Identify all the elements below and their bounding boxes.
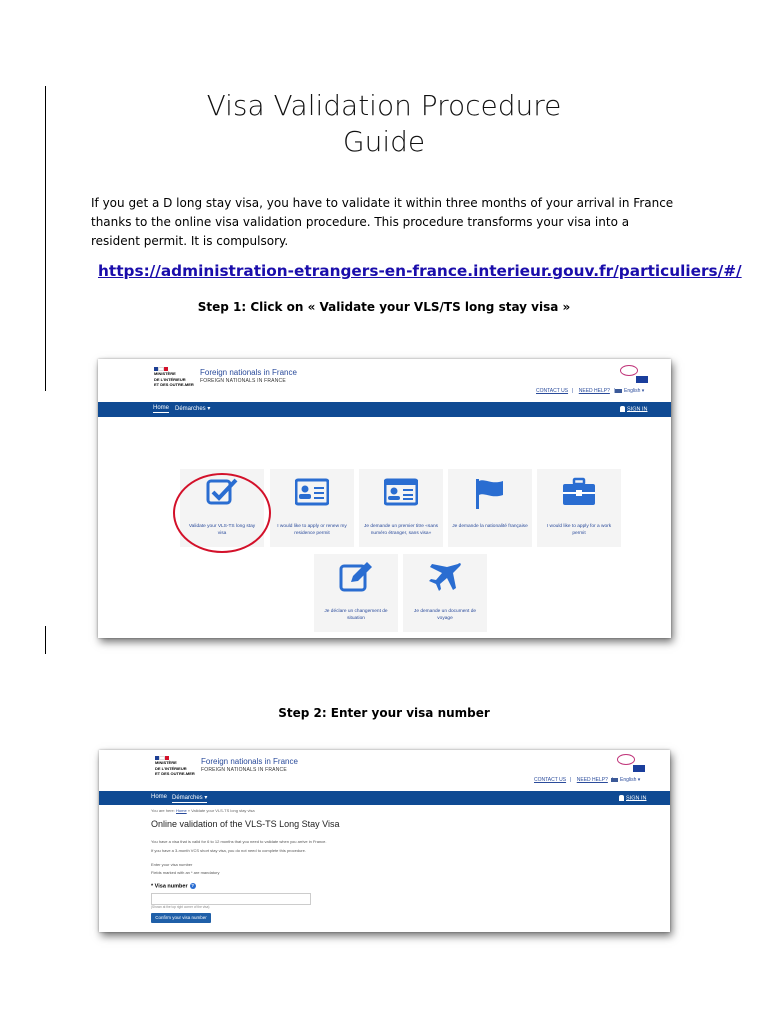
flag-icon xyxy=(473,477,507,511)
briefcase-icon xyxy=(562,477,596,507)
site-header xyxy=(98,359,671,401)
confirm-visa-button[interactable]: Confirm your visa number xyxy=(151,913,211,923)
margin-bar-bottom xyxy=(45,626,46,654)
intro-paragraph: If you get a D long stay visa, you have to validate it within three months of your arrival in France thanks to the online visa validation procedure. This procedure transforms your visa into a resident permit. It is compulsory. xyxy=(91,196,674,248)
site-subtitle: FOREIGN NATIONALS IN FRANCE xyxy=(200,378,286,384)
user-icon xyxy=(619,795,624,801)
sign-in-link[interactable]: SIGN IN xyxy=(619,795,646,801)
visa-number-input[interactable] xyxy=(151,893,311,905)
user-icon xyxy=(620,406,625,412)
tile-nationality[interactable]: Je demande la nationalité française xyxy=(448,469,532,547)
breadcrumb-home[interactable]: Home xyxy=(176,808,187,813)
tile-change-situation[interactable]: Je déclare un changement de situation xyxy=(314,554,398,632)
nav-demarches[interactable]: Démarches ▾ xyxy=(175,406,211,412)
edit-icon xyxy=(339,562,373,592)
highlight-circle xyxy=(173,473,271,553)
sign-in-link[interactable]: SIGN IN xyxy=(620,406,647,412)
airplane-icon xyxy=(428,562,462,592)
screenshot-step1 xyxy=(98,359,671,638)
partner-logo xyxy=(618,365,648,383)
tile-validate-visa[interactable]: Validate your VLS-TS long stay visa xyxy=(180,469,264,547)
partner-logo xyxy=(615,754,645,772)
nav-demarches[interactable]: Démarches ▾ xyxy=(172,795,208,801)
uk-flag-icon xyxy=(615,389,622,393)
language-select[interactable]: English ▾ xyxy=(611,777,640,783)
help-link[interactable]: NEED HELP? xyxy=(576,777,608,783)
site-header xyxy=(99,750,670,790)
screenshot-step2 xyxy=(99,750,670,932)
title-line-2: Guide xyxy=(342,125,426,158)
site-title[interactable]: Foreign nationals in France xyxy=(200,368,297,377)
visa-form-page xyxy=(99,805,670,932)
site-subtitle: FOREIGN NATIONALS IN FRANCE xyxy=(201,767,287,773)
help-link[interactable]: NEED HELP? xyxy=(578,388,610,394)
tile-work-permit[interactable]: I would like to apply for a work permit xyxy=(537,469,621,547)
ministry-logo: MINISTÈRE DE L'INTÉRIEUR ET DES OUTRE-MER xyxy=(154,367,194,388)
tile-residence-permit[interactable]: I would like to apply or renew my residence permit xyxy=(270,469,354,547)
nav-home[interactable]: Home xyxy=(153,405,170,411)
info-text-2: If you have a 3-month VCS short stay visa, you do not need to complete this procedure. xyxy=(151,848,306,853)
main-nav xyxy=(98,402,671,417)
mandatory-note: Fields marked with an * are mandatory xyxy=(151,870,220,875)
utility-links: CONTACT US | NEED HELP? xyxy=(534,777,608,783)
procedure-link[interactable]: https://administration-etrangers-en-france.interieur.gouv.fr/particuliers/#/ xyxy=(98,262,742,280)
main-nav xyxy=(99,791,670,805)
title-line-1: Visa Validation Procedure xyxy=(206,89,562,122)
tile-first-title[interactable]: Je demande un premier titre «sans numéro étranger, sans visa» xyxy=(359,469,443,547)
id-card-icon xyxy=(384,477,418,507)
language-select[interactable]: English ▾ xyxy=(615,388,644,394)
info-text-1: You have a visa that is valid for 6 to 12 months that you need to validate when you arrive in France. xyxy=(151,839,327,844)
uk-flag-icon xyxy=(611,778,618,782)
breadcrumb: You are here: Home » Validate your VLS-TS long stay visa xyxy=(151,808,255,813)
contact-link[interactable]: CONTACT US xyxy=(534,777,567,783)
help-icon[interactable]: ? xyxy=(191,883,194,888)
step1-heading: Step 1: Click on « Validate your VLS/TS long stay visa » xyxy=(197,300,571,314)
document-title xyxy=(0,88,768,160)
step2-heading: Step 2: Enter your visa number xyxy=(278,706,490,720)
page-title: Online validation of the VLS-TS Long Stay Visa xyxy=(151,819,340,829)
enter-label: Enter your visa number xyxy=(151,862,193,867)
visa-hint: (Shown at the top right corner of the visa) xyxy=(151,905,210,909)
ministry-logo: MINISTÈRE DE L'INTÉRIEUR ET DES OUTRE-MER xyxy=(155,756,195,777)
tile-travel-document[interactable]: Je demande un document de voyage xyxy=(403,554,487,632)
id-card-icon xyxy=(295,477,329,507)
site-title[interactable]: Foreign nationals in France xyxy=(201,757,298,766)
nav-home[interactable]: Home xyxy=(151,794,168,800)
visa-number-label: * Visa number ? xyxy=(151,883,194,890)
utility-links: CONTACT US | NEED HELP? xyxy=(536,388,610,394)
contact-link[interactable]: CONTACT US xyxy=(536,388,569,394)
